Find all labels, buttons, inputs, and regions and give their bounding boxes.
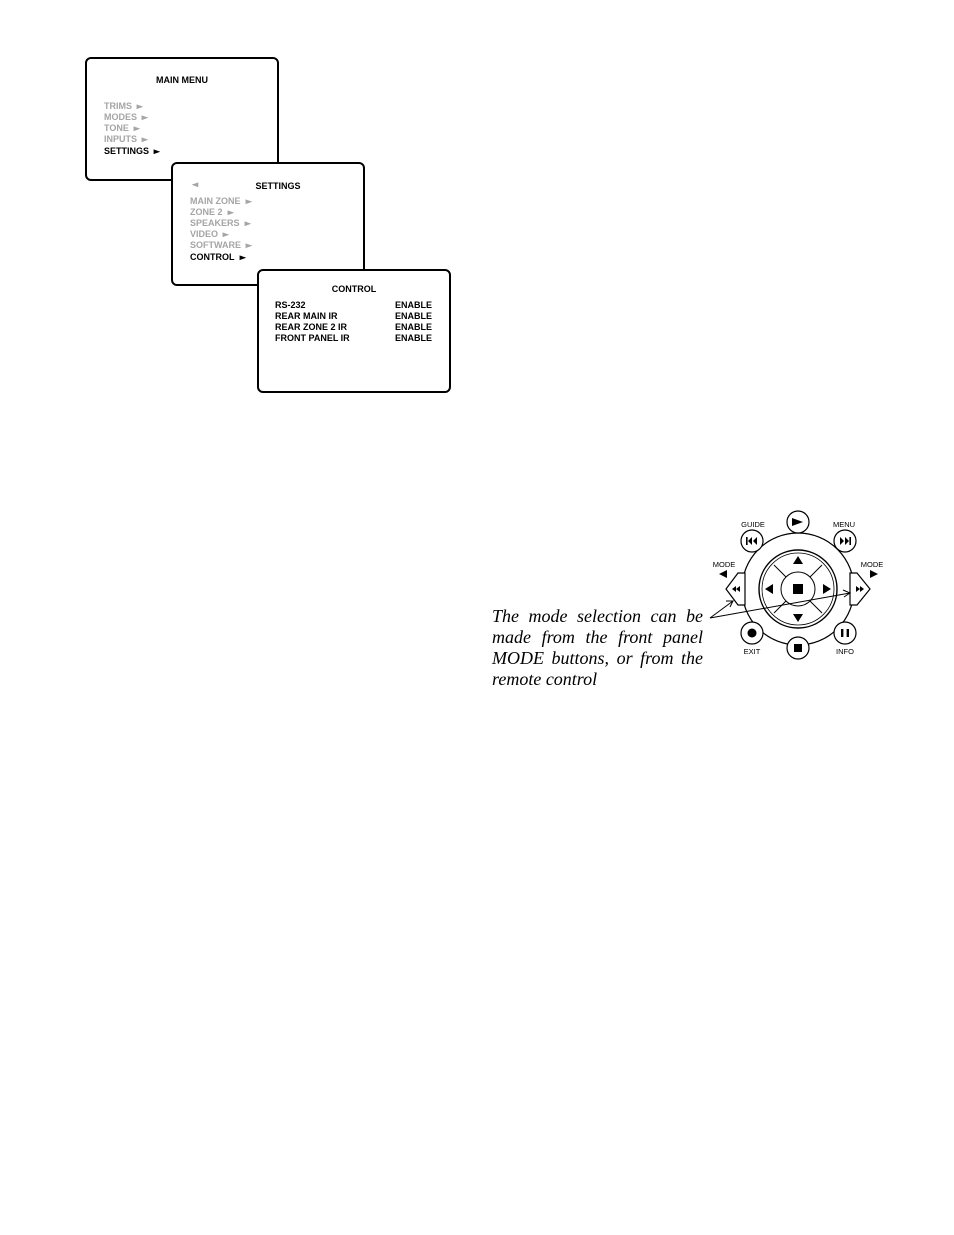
mode-right-label: MODE: [860, 560, 884, 569]
menu-item-inputs[interactable]: INPUTS ►: [104, 134, 151, 144]
right-arrow-icon: ►: [151, 147, 163, 156]
control-row-rs232-label: RS-232: [275, 300, 306, 310]
menu-item-trims[interactable]: TRIMS ►: [104, 101, 146, 111]
info-label: INFO: [836, 647, 854, 656]
stop-icon: [794, 644, 802, 652]
settings-menu-panel: [171, 162, 365, 286]
main-menu-title: MAIN MENU: [156, 75, 208, 85]
guide-label: GUIDE: [741, 520, 765, 529]
control-row-front-panel-ir-value[interactable]: ENABLE: [395, 333, 433, 343]
caption-line: remote control: [492, 669, 598, 689]
menu-item-speakers[interactable]: SPEAKERS ►: [190, 218, 254, 228]
control-row-rs232-value[interactable]: ENABLE: [395, 300, 433, 310]
remote-control-diagram: [700, 510, 900, 670]
right-arrow-icon: ►: [224, 208, 237, 217]
menu-item-main-zone[interactable]: MAIN ZONE ►: [190, 196, 255, 206]
right-arrow-icon: ►: [134, 102, 146, 111]
menu-item-settings[interactable]: SETTINGS ►: [104, 146, 163, 156]
center-select-icon[interactable]: [793, 584, 803, 594]
control-row-front-panel-ir-label: FRONT PANEL IR: [275, 333, 350, 343]
menu-item-modes[interactable]: MODES ►: [104, 112, 151, 122]
control-menu-title: CONTROL: [331, 284, 377, 294]
right-arrow-icon: ►: [139, 135, 151, 144]
record-icon: [748, 629, 757, 638]
right-arrow-icon: ►: [131, 124, 143, 133]
back-arrow-icon[interactable]: ◄: [189, 180, 201, 189]
caption-line: The mode selection can be: [492, 606, 703, 626]
exit-label: EXIT: [743, 647, 761, 656]
menu-item-video[interactable]: VIDEO ►: [190, 229, 232, 239]
menu-item-control[interactable]: CONTROL ►: [190, 252, 249, 262]
right-arrow-icon: ►: [236, 253, 249, 262]
right-arrow-icon: ►: [241, 219, 254, 228]
pause-button[interactable]: [834, 622, 856, 644]
mode-right-arrow-icon: [870, 570, 878, 578]
caption-line: made from the front panel: [492, 627, 703, 647]
control-row-rear-main-ir-value[interactable]: ENABLE: [395, 311, 433, 321]
right-arrow-icon: ►: [139, 113, 151, 122]
mode-left-label: MODE: [712, 560, 736, 569]
right-arrow-icon: ►: [243, 241, 255, 250]
control-row-rear-zone2-ir-value[interactable]: ENABLE: [395, 322, 433, 332]
mode-selection-caption: [492, 606, 703, 690]
menu-item-software[interactable]: SOFTWARE ►: [190, 240, 255, 250]
right-arrow-icon: ►: [242, 197, 255, 206]
right-arrow-icon: ►: [220, 230, 232, 239]
control-menu-panel: [257, 269, 451, 393]
control-row-rear-main-ir-label: REAR MAIN IR: [275, 311, 338, 321]
mode-left-arrow-icon: [719, 570, 727, 578]
menu-item-tone[interactable]: TONE ►: [104, 123, 143, 133]
control-row-rear-zone2-ir-label: REAR ZONE 2 IR: [275, 322, 348, 332]
caption-line: MODE buttons, or from the: [492, 648, 703, 668]
menu-item-zone-2[interactable]: ZONE 2 ►: [190, 207, 237, 217]
menu-label: MENU: [832, 520, 856, 529]
settings-menu-title: SETTINGS: [255, 181, 301, 191]
